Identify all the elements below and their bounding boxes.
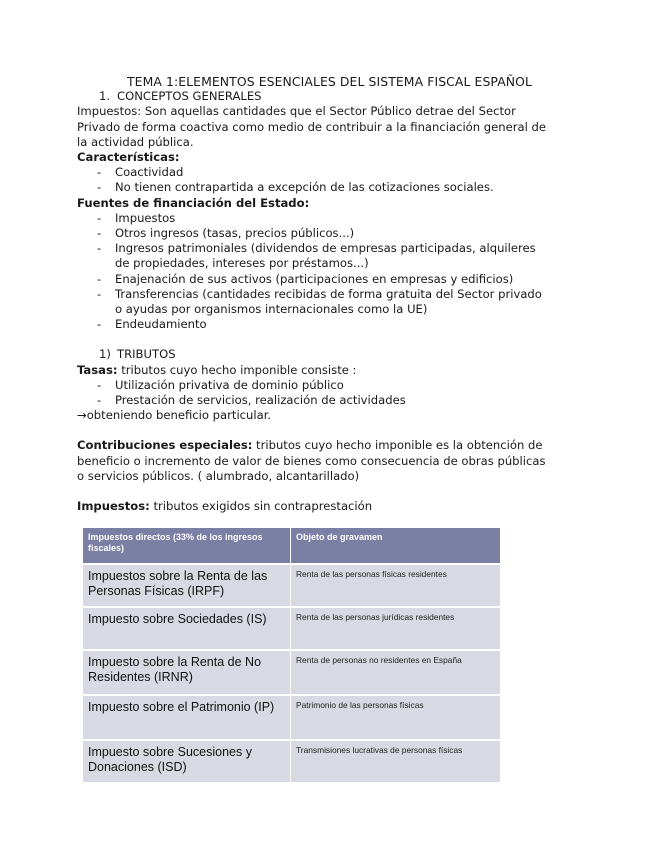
contribuciones-line bbox=[77, 438, 582, 453]
table-row bbox=[83, 695, 501, 740]
table-cell-impuesto: Impuesto sobre el Patrimonio (IP) bbox=[83, 695, 291, 740]
list-item-text: No tienen contrapartida a excepción de las cotizaciones sociales. bbox=[115, 180, 494, 195]
impuestos-line bbox=[77, 499, 582, 514]
page-title: TEMA 1:ELEMENTOS ESENCIALES DEL SISTEMA FISCAL ESPAÑOL bbox=[126, 74, 533, 89]
table-row bbox=[83, 564, 501, 607]
table-row bbox=[83, 607, 501, 650]
impuestos-definition-line: la actividad pública. bbox=[77, 134, 194, 149]
list-item-text: Endeudamiento bbox=[115, 317, 207, 332]
list-item: - Coactividad bbox=[97, 165, 184, 180]
caracteristicas-list bbox=[77, 165, 582, 195]
list-item: - Ingresos patrimoniales (dividendos de empresas participadas, alquileres de propiedades, intereses por préstamos...) bbox=[97, 241, 536, 271]
list-item-text: Impuestos bbox=[115, 210, 176, 225]
tasas-list bbox=[77, 378, 582, 408]
fuentes-list bbox=[77, 211, 582, 333]
impuestos-definition-line: Privado de forma coactiva como medio de contribuir a la financiación general de bbox=[77, 119, 547, 134]
table-cell-impuesto: Impuesto sobre la Renta de No Residentes (IRNR) bbox=[83, 650, 291, 695]
list-item: - Otros ingresos (tasas, precios públicos...) bbox=[97, 226, 355, 241]
contribuciones-label: Contribuciones especiales: bbox=[77, 438, 253, 453]
tasas-text: tributos cuyo hecho imponible consiste : bbox=[121, 362, 357, 377]
section-title: TRIBUTOS bbox=[117, 347, 176, 362]
table-cell-impuesto: Impuestos sobre la Renta de las Personas Físicas (IRPF) bbox=[83, 564, 291, 607]
table-cell-objeto: Renta de personas no residentes en España bbox=[291, 650, 501, 695]
list-item: - Endeudamiento bbox=[97, 317, 207, 332]
tasas-line bbox=[77, 363, 582, 378]
tributos-heading bbox=[77, 347, 582, 362]
section-heading bbox=[77, 89, 582, 104]
list-item: - Transferencias (cantidades recibidas de forma gratuita del Sector privado o ayudas por organismos internacionales como la UE) bbox=[97, 286, 542, 317]
list-item: - Utilización privativa de dominio público bbox=[97, 377, 344, 392]
impuestos-label: Impuestos: bbox=[77, 499, 150, 514]
table-cell-impuesto: Impuesto sobre Sociedades (IS) bbox=[83, 607, 291, 650]
contribuciones-line: o servicios públicos. ( alumbrado, alcantarillado) bbox=[77, 468, 360, 483]
contribuciones-line: beneficio o incremento de valor de bienes como consecuencia de obras públicas bbox=[77, 453, 546, 468]
table-row bbox=[83, 740, 501, 782]
tasas-result: →obteniendo beneficio particular. bbox=[77, 408, 272, 423]
contribuciones-text: tributos cuyo hecho imponible es la obtención de bbox=[256, 438, 543, 453]
document-body bbox=[77, 74, 582, 514]
section-number: 1) bbox=[99, 347, 111, 362]
list-item-text: Ingresos patrimoniales (dividendos de empresas participadas, alquileres bbox=[115, 241, 536, 256]
list-item-text: Enajenación de sus activos (participaciones en empresas y edificios) bbox=[115, 271, 514, 286]
list-item-text: Coactividad bbox=[115, 165, 184, 180]
section-title: CONCEPTOS GENERALES bbox=[117, 89, 262, 104]
impuestos-text: tributos exigidos sin contraprestación bbox=[153, 499, 373, 514]
table-cell-objeto: Transmisiones lucrativas de personas físicas bbox=[291, 740, 501, 782]
table-cell-objeto: Patrimonio de las personas físicas bbox=[291, 695, 501, 740]
list-item: - Enajenación de sus activos (participaciones en empresas y edificios) bbox=[97, 271, 514, 286]
section-number: 1. bbox=[99, 89, 111, 104]
table-header: Impuestos directos (33% de los ingresos fiscales) bbox=[83, 528, 291, 564]
list-item: - Impuestos bbox=[97, 210, 176, 225]
list-item-text: Otros ingresos (tasas, precios públicos...) bbox=[115, 226, 355, 241]
list-item-text: Utilización privativa de dominio público bbox=[115, 377, 344, 392]
list-item: - No tienen contrapartida a excepción de las cotizaciones sociales. bbox=[97, 180, 494, 195]
list-item-text: o ayudas por organismos internacionales como la UE) bbox=[115, 302, 428, 317]
list-item: - Prestación de servicios, realización de actividades bbox=[97, 393, 406, 408]
table-header-row bbox=[83, 528, 501, 564]
table-cell-objeto: Renta de las personas jurídicas residentes bbox=[291, 607, 501, 650]
list-item-text: de propiedades, intereses por préstamos...) bbox=[115, 256, 369, 271]
impuestos-definition-line: Impuestos: Son aquellas cantidades que el Sector Público detrae del Sector bbox=[77, 104, 516, 119]
list-item-text: Prestación de servicios, realización de actividades bbox=[115, 393, 406, 408]
caracteristicas-label: Características: bbox=[77, 150, 180, 165]
list-item-text: Transferencias (cantidades recibidas de forma gratuita del Sector privado bbox=[115, 286, 542, 301]
fuentes-label: Fuentes de financiación del Estado: bbox=[77, 195, 310, 210]
table-cell-objeto: Renta de las personas físicas residentes bbox=[291, 564, 501, 607]
impuestos-directos-table bbox=[83, 528, 501, 782]
tasas-label: Tasas: bbox=[77, 362, 118, 377]
table-header: Objeto de gravamen bbox=[291, 528, 501, 564]
table-cell-impuesto: Impuesto sobre Sucesiones y Donaciones (ISD) bbox=[83, 740, 291, 782]
table-row bbox=[83, 650, 501, 695]
